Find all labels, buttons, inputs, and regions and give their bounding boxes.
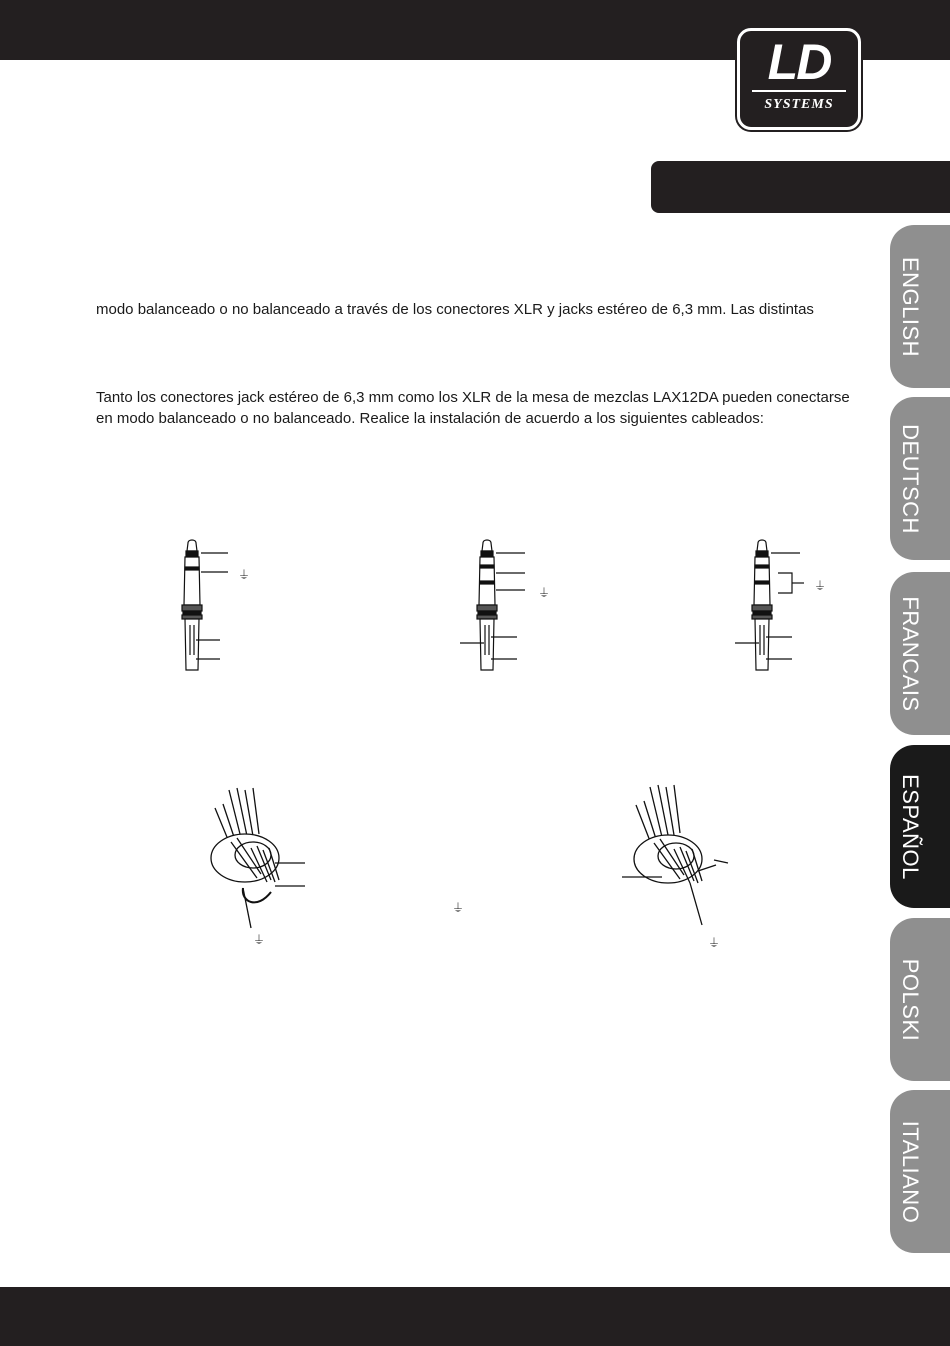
logo-systems-text: SYSTEMS [764, 97, 834, 112]
tab-deutsch-label: DEUTSCH [898, 423, 923, 534]
xlr-plug-bridged-icon [205, 780, 335, 950]
tab-polski[interactable] [890, 918, 950, 1081]
logo-divider [752, 90, 846, 92]
tab-polski-label: POLSKI [898, 958, 923, 1041]
mono-jack-plug-icon [170, 535, 260, 675]
body-paragraph-2: Tanto los conectores jack estéreo de 6,3 mm como los XLR de la mesa de mezclas LAX12DA pueden conectarse en modo balanceado o no balanceado. Realice la instalación de acuerdo a los siguientes cableados: [96, 389, 850, 427]
ground-symbol: ⏚ [238, 568, 251, 582]
stereo-jack-plug-bridged-icon [730, 535, 840, 675]
stereo-jack-plug-icon [455, 535, 565, 675]
ground-symbol: ⏚ [708, 936, 721, 950]
section-header-bar [651, 161, 950, 213]
logo-ld-text: LD [767, 34, 831, 90]
body-paragraph-1: modo balanceado o no balanceado a través de los conectores XLR y jacks estéreo de 6,3 mm. Las distintas [96, 301, 814, 318]
tab-espanol[interactable] [890, 745, 950, 908]
bottom-bar [0, 1287, 950, 1346]
xlr-plug-icon [620, 775, 760, 950]
tab-italiano[interactable] [890, 1090, 950, 1253]
tab-italiano-label: ITALIANO [898, 1120, 923, 1223]
ground-symbol-center [450, 898, 470, 918]
ld-systems-logo [737, 28, 861, 130]
ground-symbol: ⏚ [538, 586, 551, 600]
tab-francais-label: FRANCAIS [898, 595, 923, 712]
tab-english[interactable] [890, 225, 950, 388]
ground-symbol: ⏚ [253, 933, 266, 947]
tab-francais[interactable] [890, 572, 950, 735]
tab-espanol-label: ESPAÑOL [898, 773, 923, 880]
ground-symbol: ⏚ [452, 901, 465, 915]
tab-english-label: ENGLISH [898, 256, 923, 357]
tab-deutsch[interactable] [890, 397, 950, 560]
ground-symbol: ⏚ [814, 579, 827, 593]
